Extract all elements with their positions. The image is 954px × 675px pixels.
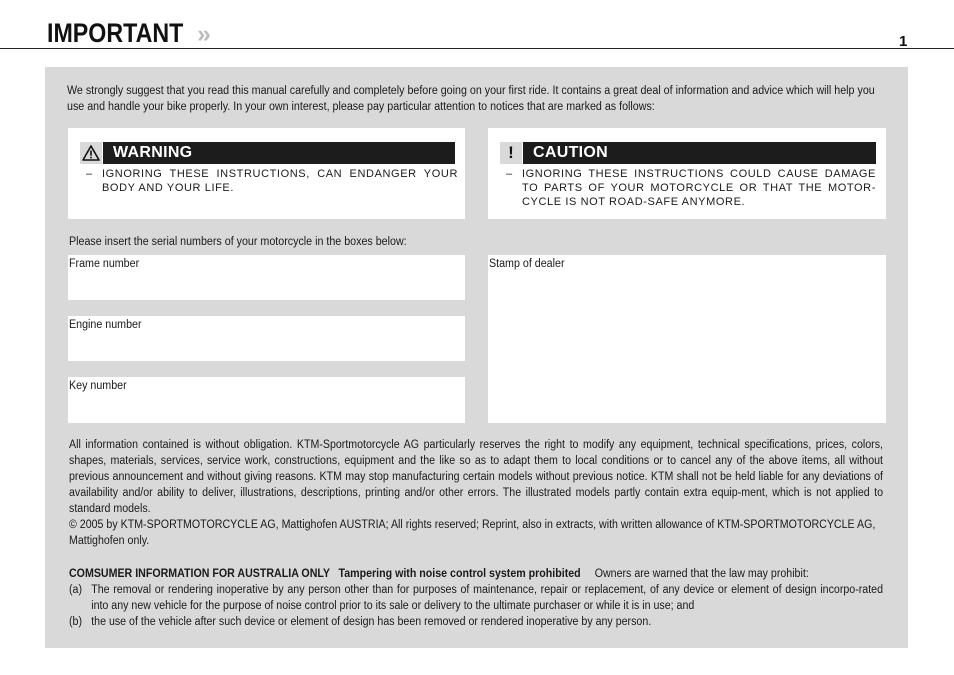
clause-text: the use of the vehicle after such device or element of design has been removed or rendered inoperative by any person.: [91, 616, 652, 628]
key-number-field[interactable]: [68, 377, 465, 423]
frame-number-label: Frame number: [69, 258, 140, 270]
consumer-heading: COMSUMER INFORMATION FOR AUSTRALIA ONLY: [69, 568, 331, 580]
consumer-heading-line: [69, 566, 883, 582]
warning-box: [68, 128, 465, 219]
disclaimer-block: [69, 437, 883, 549]
caution-label: CAUTION: [533, 144, 608, 161]
consumer-clause: [69, 614, 883, 630]
exclamation-icon: [500, 142, 522, 164]
engine-number-field[interactable]: [68, 316, 465, 361]
warning-triangle-icon: [80, 142, 102, 164]
header-divider: [0, 48, 954, 49]
engine-number-label: Engine number: [69, 319, 142, 331]
warning-title-bar: [103, 142, 455, 164]
clause-text: The removal or rendering inoperative by any person other than for purposes of maintenance, repair or replacement, of any device or element of design incorpo-rated into any new vehicle for the purpose of noise control prior to its sale or delivery to the ultimate purchaser or while it is in use; and: [91, 584, 883, 612]
caution-icon-glyph: !: [508, 143, 514, 162]
intro-paragraph: We strongly suggest that you read this manual carefully and completely before going on your first ride. It contains a great deal of information and advice which will help you use and handle your bike properly. In your own interest, please pay particular attention to notices that are marked as follows:: [67, 85, 875, 113]
caution-text-block: [506, 167, 876, 210]
consumer-info-block: [69, 566, 883, 630]
dealer-stamp-label: Stamp of dealer: [489, 258, 565, 270]
disclaimer-paragraph: All information contained is without obligation. KTM-Sportmotorcycle AG particularly reserves the right to modify any equipment, technical specifications, prices, colors, shapes, materials, services, service work, constructions, equipment and the like so as to adapt them to local conditions or to cancel any of the above items, all without previous announcement and without giving reasons. KTM may stop manufacturing certain models without previous notice. KTM shall not be held liable for any deviations of availability and/or ability to deliver, illustrations, descriptions, printing and/or other errors. The illustrated models partly contain extra equip-ment, which is not applied to standard models.: [69, 439, 883, 515]
warning-label: WARNING: [113, 144, 193, 161]
warning-text: IGNORING THESE INSTRUCTIONS, CAN ENDANGER YOUR BODY AND YOUR LIFE.: [102, 168, 458, 195]
key-number-label: Key number: [69, 380, 127, 392]
consumer-subheading: Tampering with noise control system prohibited: [338, 568, 581, 580]
warning-dash: –: [86, 168, 93, 180]
caution-title-bar: [523, 142, 876, 164]
warning-text-block: [86, 167, 458, 195]
page-number: 1: [899, 33, 908, 50]
clause-marker: (a): [69, 584, 83, 596]
frame-number-field[interactable]: [68, 255, 465, 300]
caution-text: IGNORING THESE INSTRUCTIONS COULD CAUSE DAMAGE TO PARTS OF YOUR MOTORCYCLE OR THAT THE MOTOR-CYCLE IS NOT ROAD-SAFE ANYMORE.: [522, 168, 876, 209]
caution-box: [488, 128, 886, 219]
copyright-notice: © 2005 by KTM-SPORTMOTORCYCLE AG, Mattighofen AUSTRIA; All rights reserved; Reprint, also in extracts, with written allowance of KTM-SPORTMOTORCYCLE AG, Mattighofen only.: [69, 519, 876, 547]
serial-intro: Please insert the serial numbers of your motorcycle in the boxes below:: [69, 236, 407, 248]
consumer-clause: [69, 582, 883, 614]
title-chevron-icon: »: [197, 20, 211, 48]
dealer-stamp-field[interactable]: [488, 255, 886, 423]
clause-marker: (b): [69, 616, 83, 628]
consumer-lead: Owners are warned that the law may prohibit:: [594, 568, 809, 580]
page-title: IMPORTANT: [47, 18, 184, 48]
caution-dash: –: [506, 168, 513, 180]
